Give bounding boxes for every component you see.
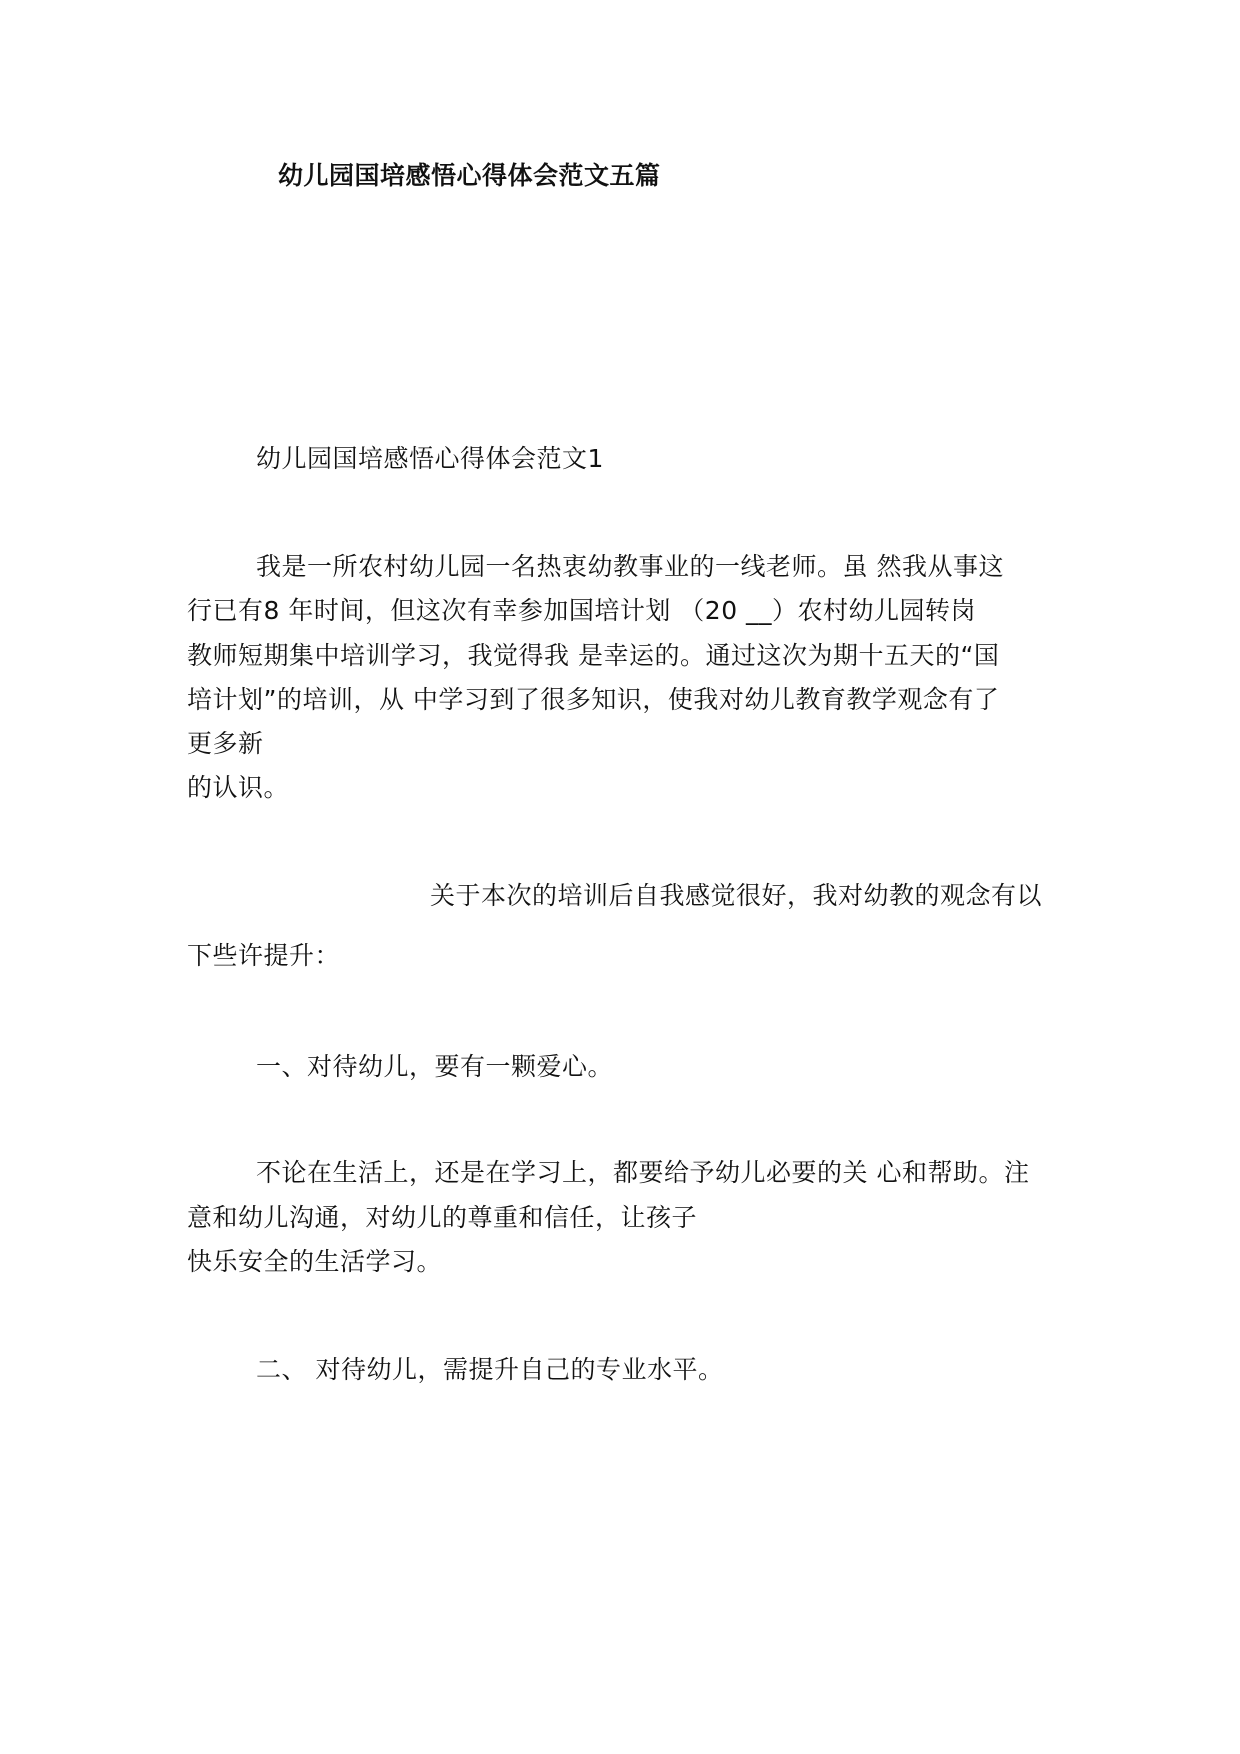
paragraph-line: 下些许提升：: [187, 941, 341, 970]
point-one-heading: 一、对待幼儿，要有一颗爱心。: [256, 1052, 614, 1081]
point-two-heading: 二、 对待幼儿，需提升自己的专业水平。: [256, 1355, 724, 1384]
document-title: 幼儿园国培感悟心得体会范文五篇: [278, 161, 661, 190]
section-heading: 幼儿园国培感悟心得体会范文1: [256, 444, 604, 473]
paragraph-line: 行已有8 年时间，但这次有幸参加国培计划 （20 __）农村幼儿园转岗: [187, 596, 977, 625]
paragraph-line: 更多新: [187, 729, 264, 758]
paragraph-line: 的认识。: [187, 773, 290, 802]
paragraph-line: 意和幼儿沟通，对幼儿的尊重和信任，让孩子: [187, 1203, 698, 1232]
paragraph-line: 快乐安全的生活学习。: [187, 1247, 443, 1276]
paragraph-line: 培计划”的培训，从 中学习到了很多知识，使我对幼儿教育教学观念有了: [187, 685, 1000, 714]
paragraph-line: 教师短期集中培训学习，我觉得我 是幸运的。通过这次为期十五天的“国: [187, 641, 1000, 670]
paragraph-line: 关于本次的培训后自我感觉很好，我对幼教的观念有以: [430, 881, 1043, 910]
paragraph-line: 不论在生活上，还是在学习上，都要给予幼儿必要的关 心和帮助。注: [256, 1158, 1030, 1187]
paragraph-line: 我是一所农村幼儿园一名热衷幼教事业的一线老师。虽 然我从事这: [256, 552, 1004, 581]
